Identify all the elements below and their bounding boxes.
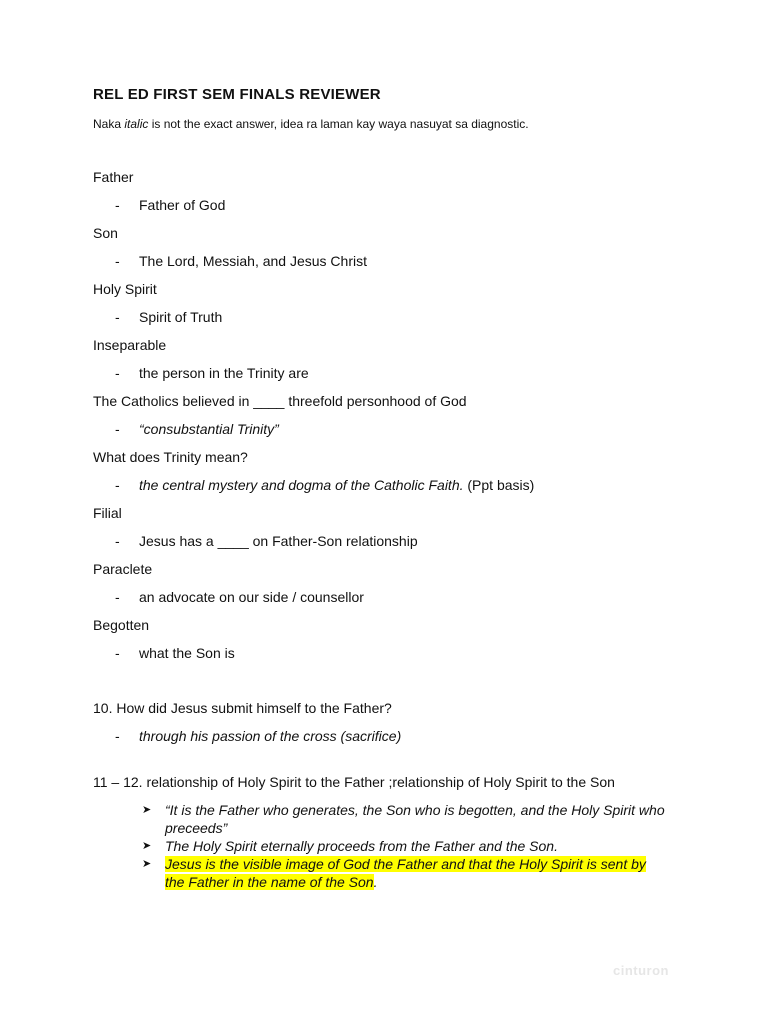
arrow-bullet-icon: ➤	[142, 804, 152, 816]
answer-text: “consubstantial Trinity”	[139, 421, 279, 437]
note-text: Naka	[93, 117, 125, 131]
answer-trinity-meaning	[115, 476, 534, 494]
dash: -	[115, 728, 120, 744]
bullet-item	[142, 837, 665, 855]
bullet-text: “It is the Father who generates, the Son who is begotten, and the Holy Spirit who preceeds”	[165, 802, 665, 836]
question-11-12: 11 – 12. relationship of Holy Spirit to the Father ;relationship of Holy Spirit to the Son	[93, 774, 615, 790]
bullet-text: The Holy Spirit eternally proceeds from the Father and the Son.	[165, 838, 558, 854]
answer-text: The Lord, Messiah, and Jesus Christ	[139, 253, 367, 269]
dash: -	[115, 421, 120, 437]
bullet-item	[142, 801, 665, 837]
answer-10	[115, 727, 401, 745]
term-inseparable: Inseparable	[93, 337, 167, 353]
term-begotten: Begotten	[93, 617, 150, 633]
answer-text: Jesus has a ____ on Father-Son relationship	[139, 533, 418, 549]
dash: -	[115, 533, 120, 549]
answer-filial	[115, 532, 418, 550]
dash: -	[115, 253, 120, 269]
answer-begotten	[115, 644, 235, 662]
dash: -	[115, 309, 120, 325]
highlighted-bullet-text: Jesus is the visible image of God the Father and that the Holy Spirit is sent by the Father in the name of the Son	[165, 856, 646, 890]
term-catholics-believed: The Catholics believed in ____ threefold personhood of God	[93, 393, 467, 409]
answer-paraclete	[115, 588, 364, 606]
answer-text: Spirit of Truth	[139, 309, 223, 325]
watermark: cinturon	[613, 963, 669, 978]
term-holy-spirit: Holy Spirit	[93, 281, 157, 297]
answer-text: an advocate on our side / counsellor	[139, 589, 364, 605]
answer-suffix: (Ppt basis)	[463, 477, 535, 493]
note-text-rest: is not the exact answer, idea ra laman kay waya nasuyat sa diagnostic.	[148, 117, 529, 131]
answer-father	[115, 196, 225, 214]
dash: -	[115, 645, 120, 661]
dash: -	[115, 365, 120, 381]
term-paraclete: Paraclete	[93, 561, 153, 577]
answer-son	[115, 252, 367, 270]
term-father: Father	[93, 169, 134, 185]
arrow-bullet-icon: ➤	[142, 858, 152, 870]
answer-text: Father of God	[139, 197, 226, 213]
term-son: Son	[93, 225, 118, 241]
question-10: 10. How did Jesus submit himself to the Father?	[93, 700, 392, 716]
arrow-bullet-icon: ➤	[142, 840, 152, 852]
bullet-item-highlighted	[142, 855, 665, 891]
answer-catholics-believed	[115, 420, 279, 438]
dash: -	[115, 589, 120, 605]
dash: -	[115, 477, 120, 493]
term-filial: Filial	[93, 505, 122, 521]
answer-holy-spirit	[115, 308, 222, 326]
bullet-trailing-period: .	[373, 874, 378, 890]
answer-text: what the Son is	[139, 645, 235, 661]
dash: -	[115, 197, 120, 213]
term-trinity-meaning: What does Trinity mean?	[93, 449, 248, 465]
note-italic-word: italic	[124, 117, 149, 131]
answer-text: through his passion of the cross (sacrifice)	[139, 728, 402, 744]
document-note	[93, 117, 529, 131]
answer-text: the person in the Trinity are	[139, 365, 309, 381]
answer-text: the central mystery and dogma of the Catholic Faith.	[139, 477, 464, 493]
document-title: REL ED FIRST SEM FINALS REVIEWER	[93, 86, 381, 103]
answer-inseparable	[115, 364, 309, 382]
